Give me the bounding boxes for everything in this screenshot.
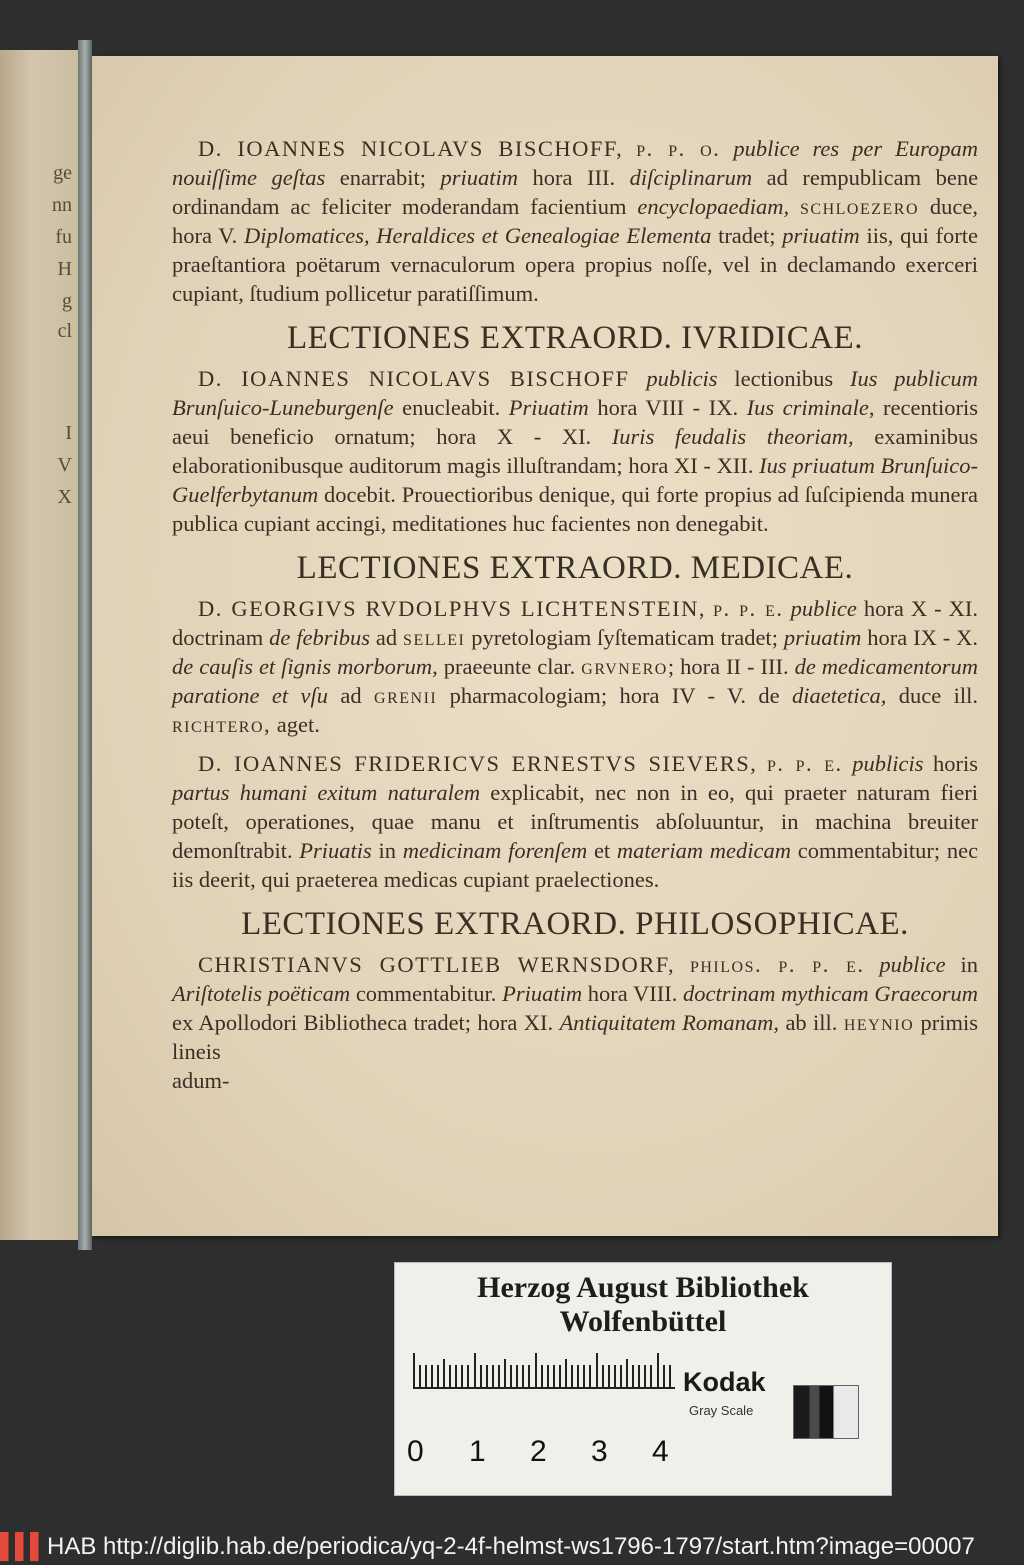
- cited-author: richtero,: [172, 712, 272, 737]
- heading-medicae: LECTIONES EXTRAORD. MEDICAE.: [296, 550, 854, 586]
- text-run: commentabitur.: [355, 981, 497, 1006]
- text-run: ; hora II - III.: [667, 654, 789, 679]
- text-run: in: [960, 952, 978, 977]
- course-topic: diaetetica,: [792, 683, 887, 708]
- barcode-icon: ▌▌▌: [0, 1533, 46, 1560]
- paragraph-sievers: [172, 749, 978, 894]
- professor-rank: p. p. o.: [636, 136, 721, 161]
- course-topic: materiam medicam: [616, 838, 792, 863]
- text-run: duce ill.: [898, 683, 979, 708]
- kodak-logo: Kodak: [683, 1367, 766, 1397]
- text-run: praeeunte clar.: [443, 654, 576, 679]
- text-run: hora X - XI. doctrinam: [172, 596, 979, 650]
- text-run: commentabitur; nec iis deerit, qui praeterea medicas cupiant praelectiones.: [172, 838, 979, 892]
- text-run: primis lineis: [172, 1010, 979, 1064]
- footer-url-bar: [0, 1528, 1024, 1565]
- course-topic: medicinam forenſem: [402, 838, 588, 863]
- professor-rank: p. p. e.: [766, 751, 843, 776]
- heading-iuridicae: LECTIONES EXTRAORD. IVRIDICAE.: [287, 320, 863, 356]
- prev-leaf-fragment: H: [57, 258, 72, 280]
- catchword: adum-: [172, 1068, 230, 1093]
- professor-name: CHRISTIANVS GOTTLIEB WERNSDORF,: [198, 952, 676, 977]
- text-run: ad: [340, 683, 362, 708]
- ruler-scale: [413, 1347, 675, 1389]
- page-text: [172, 134, 978, 1095]
- course-topic: Ariſtotelis poëticam: [172, 981, 351, 1006]
- course-mode: publice: [879, 952, 946, 977]
- text-run: in: [378, 838, 397, 863]
- course-mode: publice: [790, 596, 857, 621]
- heading-philosophicae: LECTIONES EXTRAORD. PHILOSOPHICAE.: [241, 906, 909, 942]
- paragraph-wernsdorf: [172, 950, 978, 1066]
- course-topic: doctrinam mythicam Graecorum: [683, 981, 979, 1006]
- ruler-number: 3: [591, 1435, 608, 1468]
- course-topic: de cauſis et ſignis morborum,: [172, 654, 438, 679]
- professor-name: D. IOANNES FRIDERICVS ERNESTVS SIEVERS,: [198, 751, 758, 776]
- text-run: hora VIII.: [587, 981, 678, 1006]
- document-page: [92, 56, 998, 1236]
- cited-author: schloezero: [800, 194, 920, 219]
- text-run: hora III.: [532, 165, 616, 190]
- text-run: et: [593, 838, 611, 863]
- professor-name: D. IOANNES NICOLAVS BISCHOFF: [198, 366, 630, 391]
- cited-author: sellei: [403, 625, 466, 650]
- text-run: aget.: [276, 712, 320, 737]
- ruler-number: 1: [469, 1435, 486, 1468]
- course-topic: Ius criminale,: [746, 395, 875, 420]
- course-topic: encyclopaediam,: [637, 194, 790, 219]
- text-run: recentioris aeui beneficio ornatum; hora X - XI.: [172, 395, 978, 449]
- course-topic: Ius publicum Brunſuico-Luneburgenſe: [172, 366, 979, 420]
- course-mode: publicis: [646, 366, 718, 391]
- cited-author: grenii: [374, 683, 438, 708]
- prev-leaf-fragment: nn: [52, 194, 72, 216]
- text-run: pharmacologiam; hora IV - V. de: [449, 683, 780, 708]
- text-run: lectionibus: [734, 366, 834, 391]
- gray-scale-swatches: [793, 1385, 859, 1439]
- text-run: tradet;: [718, 223, 776, 248]
- prev-leaf-fragment: g: [62, 290, 72, 312]
- book-binding: [78, 40, 92, 1250]
- course-topic: de medicamentorum paratione et vſu: [172, 654, 979, 708]
- course-mode: priuatim: [783, 625, 862, 650]
- course-topic: partus humani exitum naturalem: [172, 780, 481, 805]
- prev-leaf-fragment: fu: [55, 226, 72, 248]
- text-run: docebit. Prouectioribus denique, qui forte propius ad ſuſcipienda munera publica cupiant accingi, meditationes huc facientes non denegabit.: [172, 482, 978, 536]
- previous-leaf-edge: [0, 50, 80, 1240]
- paragraph-bischoff-law: [172, 364, 978, 538]
- text-run: enarrabit;: [339, 165, 426, 190]
- text-run: enucleabit.: [402, 395, 501, 420]
- ruler-number: 2: [530, 1435, 547, 1468]
- prev-leaf-fragment: cl: [57, 320, 72, 342]
- paragraph-bischoff-history: [172, 134, 978, 308]
- prev-leaf-fragment: I: [65, 422, 72, 444]
- color-scale-card: [394, 1262, 892, 1496]
- text-run: explicabit, nec non in eo, qui praeter naturam fieri poteſt, operationes, quae manu et inſtrumentis abſoluuntur, in machina breuiter demonſtrabit.: [172, 780, 978, 863]
- cited-author: heynio: [843, 1010, 915, 1035]
- professor-rank: p. p. e.: [713, 596, 784, 621]
- course-topic: diſciplinarum: [629, 165, 753, 190]
- text-run: ex Apollodori Bibliotheca tradet; hora XI.: [172, 1010, 554, 1035]
- library-name: Herzog August Bibliothek Wolfenbüttel: [477, 1271, 809, 1338]
- course-mode: publicis: [852, 751, 924, 776]
- text-run: hora IX - X.: [867, 625, 979, 650]
- prev-leaf-fragment: ge: [53, 162, 72, 184]
- footer-url: HAB http://diglib.hab.de/periodica/yq-2-4f-helmst-ws1796-1797/start.htm?image=00007: [47, 1533, 975, 1560]
- professor-rank: philos. p. p. e.: [689, 952, 865, 977]
- text-run: ad rempublicam bene ordinandam ac feliciter moderandam facientium: [172, 165, 979, 219]
- text-run: examinibus elaborationibusque auditorum magis illuſtrandam; hora XI - XII.: [172, 424, 979, 478]
- course-topic: Diplomatices, Heraldices et Genealogiae Elementa: [243, 223, 712, 248]
- text-run: horis: [933, 751, 979, 776]
- course-mode: Priuatim: [508, 395, 589, 420]
- course-topic: publice res per Europam nouiſſime geſtas: [172, 136, 979, 190]
- course-mode: priuatim: [782, 223, 860, 248]
- course-topic: Ius priuatum Brunſuico-Guelferbytanum: [172, 453, 978, 507]
- prev-leaf-fragment: V: [57, 454, 72, 476]
- course-mode: Priuatim: [502, 981, 583, 1006]
- ruler-number: 0: [407, 1435, 424, 1468]
- course-mode: Priuatis: [299, 838, 372, 863]
- professor-name: D. IOANNES NICOLAVS BISCHOFF,: [198, 136, 624, 161]
- text-run: iis, qui forte praeſtantiora poëtarum vernaculorum opera propius noſſe, vel in declamando exerceri cupiant, ſtudium pollicetur paratiſſimum.: [172, 223, 979, 306]
- text-run: hora VIII - IX.: [597, 395, 739, 420]
- text-run: ad: [375, 625, 398, 650]
- prev-leaf-fragment: X: [57, 486, 72, 508]
- ruler-number: 4: [652, 1435, 669, 1468]
- text-run: pyretologiam ſyſtematicam tradet;: [471, 625, 778, 650]
- text-run: duce, hora V.: [172, 194, 978, 248]
- paragraph-lichtenstein: [172, 594, 978, 739]
- ruler-numbers: [403, 1435, 693, 1475]
- course-topic: Iuris feudalis theoriam,: [611, 424, 854, 449]
- course-topic: de febribus: [269, 625, 371, 650]
- text-run: ab ill.: [785, 1010, 838, 1035]
- course-topic: Antiquitatem Romanam,: [559, 1010, 780, 1035]
- course-mode: priuatim: [440, 165, 518, 190]
- cited-author: grvnero: [581, 654, 668, 679]
- professor-name: D. GEORGIVS RVDOLPHVS LICHTENSTEIN,: [198, 596, 707, 621]
- spacer: [172, 739, 978, 749]
- gray-scale-label: Gray Scale: [689, 1403, 754, 1418]
